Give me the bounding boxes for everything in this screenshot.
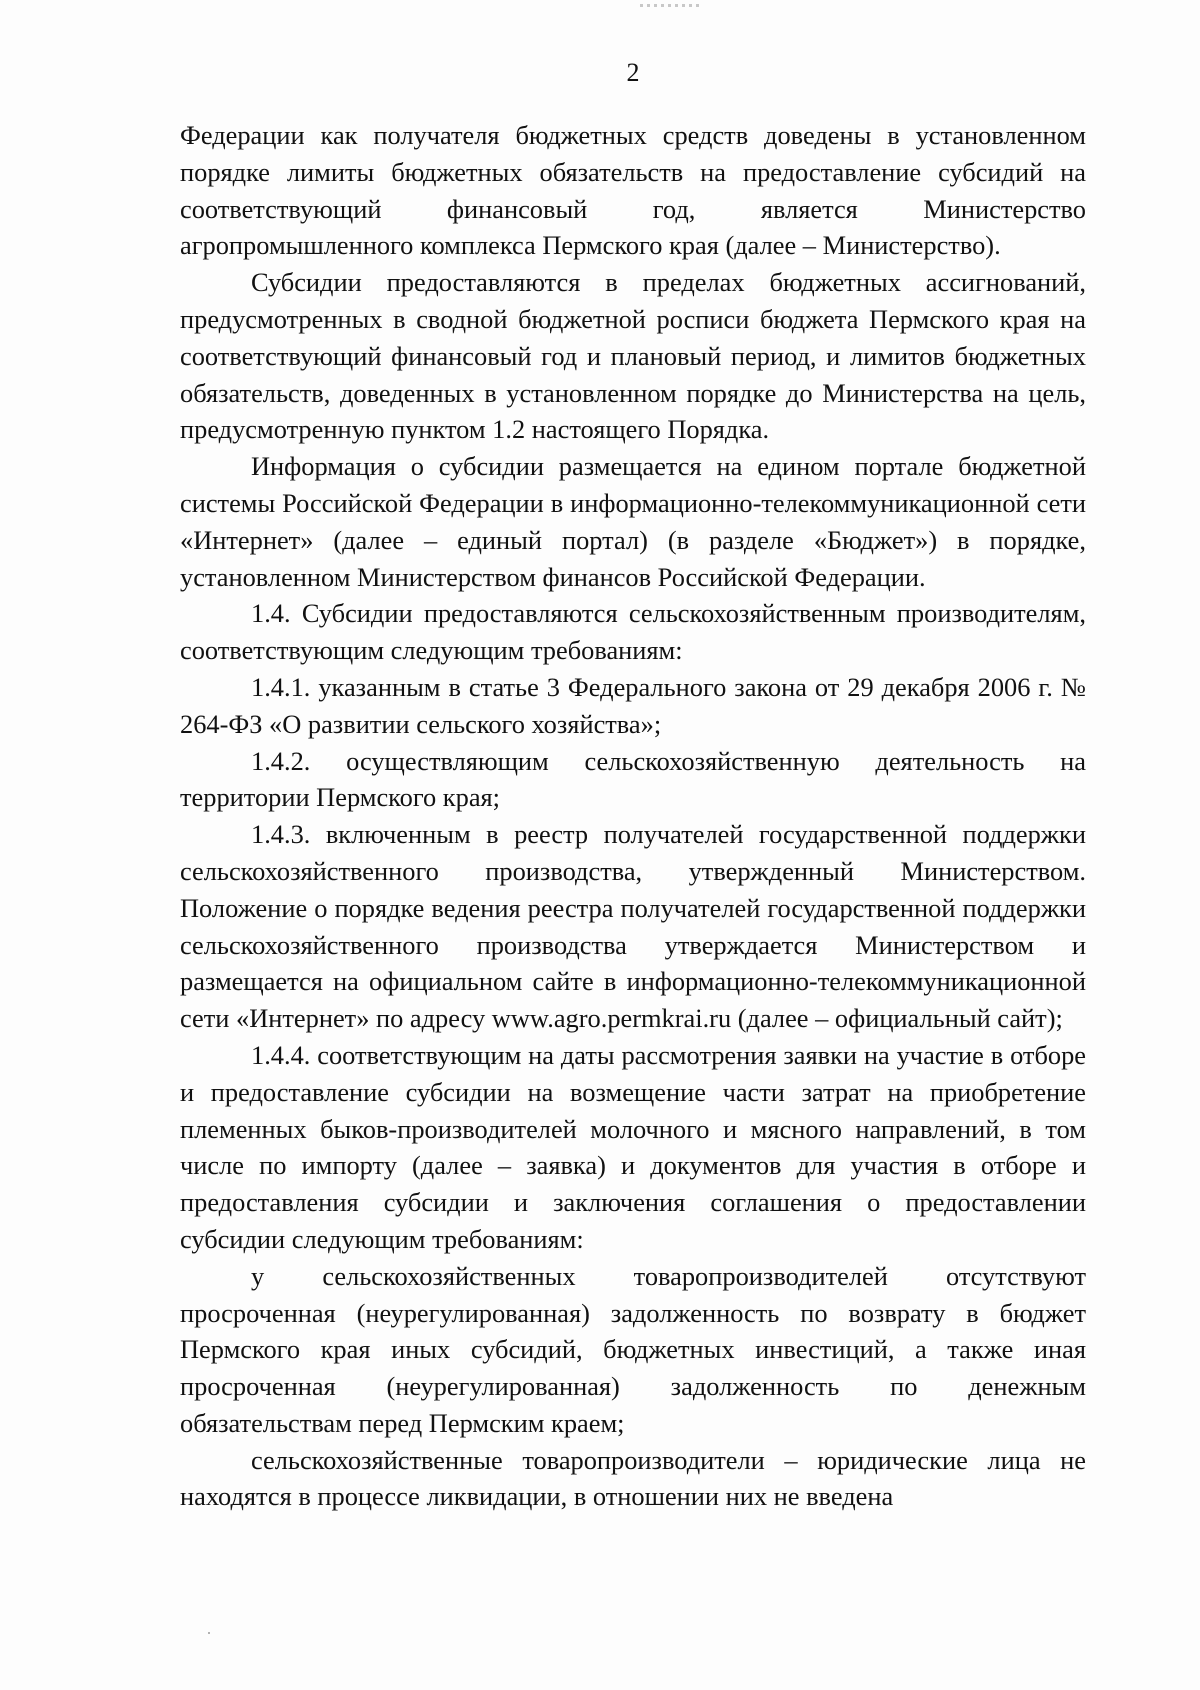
clause-1-4: 1.4. Субсидии предоставляются сельскохозяйственным производителям, соответствующим следующим требованиям: xyxy=(180,598,1086,666)
page-number: 2 xyxy=(626,58,640,87)
clause-1-4-1: 1.4.1. указанным в статье 3 Федерального закона от 29 декабря 2006 г. № 264-ФЗ «О развитии сельского хозяйства»; xyxy=(180,671,1086,739)
paragraph-portal-info: Информация о субсидии размещается на едином портале бюджетной системы Российской Федерации в информационно-телекоммуникационной сети «Интернет» (далее – единый портал) (в разделе «Бюджет») в порядке, установленном Министерством финансов Российской Федерации. xyxy=(180,451,1086,592)
scan-speck xyxy=(208,1632,210,1634)
clause-1-4-4: 1.4.4. соответствующим на даты рассмотрения заявки на участие в отборе и предоставление субсидии на возмещение части затрат на приобретение племенных быков-производителей молочного и мясного направлений, в том числе по импорту (далее – заявка) и документов для участия в отборе и предоставления субсидии и заключения соглашения о предоставлении субсидии следующим требованиям: xyxy=(180,1039,1086,1254)
requirement-no-liquidation: сельскохозяйственные товаропроизводители – юридические лица не находятся в процессе ликвидации, в отношении них не введена xyxy=(180,1444,1086,1512)
scan-artifact xyxy=(640,4,700,7)
document-body xyxy=(180,117,1086,1515)
clause-1-4-2: 1.4.2. осуществляющим сельскохозяйственную деятельность на территории Пермского края; xyxy=(180,745,1086,813)
requirement-no-debt: у сельскохозяйственных товаропроизводителей отсутствуют просроченная (неурегулированная) задолженность по возврату в бюджет Пермского края иных субсидий, бюджетных инвестиций, а также иная просроченная (неурегулированная) задолженность по денежным обязательствам перед Пермским краем; xyxy=(180,1260,1086,1438)
paragraph-continuation: Федерации как получателя бюджетных средств доведены в установленном порядке лимиты бюджетных обязательств на предоставление субсидий на соответствующий финансовый год, является Министерство агропромышленного комплекса Пермского края (далее – Министерство). xyxy=(180,120,1086,261)
paragraph-subsidy-limits: Субсидии предоставляются в пределах бюджетных ассигнований, предусмотренных в сводной бюджетной росписи бюджета Пермского края на соответствующий финансовый год и плановый период, и лимитов бюджетных обязательств, доведенных в установленном порядке до Министерства на цель, предусмотренную пунктом 1.2 настоящего Порядка. xyxy=(180,267,1086,445)
clause-1-4-3: 1.4.3. включенным в реестр получателей государственной поддержки сельскохозяйственного производства, утвержденный Министерством. Положение о порядке ведения реестра получателей государственной поддержки сельскохозяйственного производства утверждается Министерством и размещается на официальном сайте в информационно-телекоммуникационной сети «Интернет» по адресу www.agro.permkrai.ru (далее – официальный сайт); xyxy=(180,819,1086,1034)
